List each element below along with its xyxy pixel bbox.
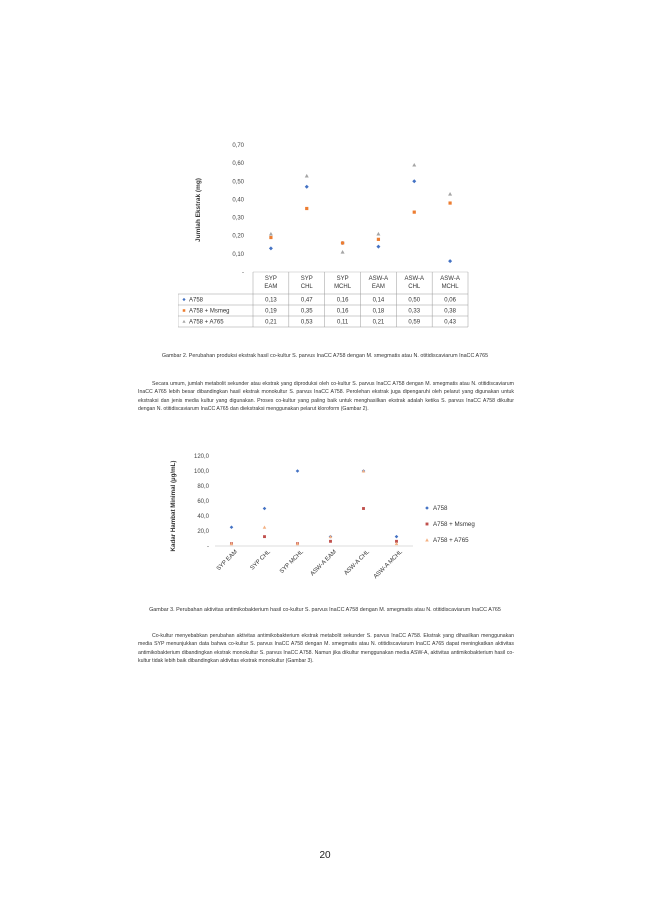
- chart1-table-value: 0,21: [372, 319, 385, 326]
- chart2-legend-label: A758 + A765: [433, 537, 469, 544]
- chart2-legend-marker: [426, 523, 429, 526]
- figure-2-caption: Gambar 2. Perubahan produksi ekstrak hasil co-kultur S. parvus InaCC A758 dengan M. smegmatis atau N. otitidiscaviarum InaCC A765: [161, 353, 489, 359]
- chart1-table-value: 0,06: [444, 297, 456, 304]
- chart1-table-value: 0,19: [265, 308, 277, 315]
- chart1-category-label: EAM: [371, 284, 385, 290]
- chart2-point: [395, 535, 399, 539]
- chart1-y-tick-label: 0,50: [232, 179, 244, 186]
- chart1-point: [341, 241, 344, 244]
- chart2-y-tick-label: 40,0: [197, 514, 209, 520]
- chart1-category-label: MCHL: [441, 284, 459, 290]
- chart1-legend-marker: [183, 309, 186, 312]
- chart1-point: [269, 232, 273, 236]
- paragraph-1: Secara umum, jumlah metabolit sekunder atau ekstrak yang diproduksi oleh co-kultur S. parvus InaCC A758 dengan M. smegmatis atau N. otitidiscaviarum InaCC A765 lebih besar dibandingkan hasil ekstrak monokultur S. parvus InaCC A758. Perolehan ekstrak juga dipengaruhi oleh pelarut yang digunakan untuk ekstraksi dan jenis media kultur yang digunakan. Proses co-kultur yang paling baik untuk menghasilkan ekstrak adalah ketika S. parvus InaCC A758 dikultur dengan N. otitidiscaviarum InaCC A765 dan diekstraksi menggunakan pelarut kloroform (Gambar 2).: [138, 381, 514, 413]
- chart2-point: [329, 540, 332, 543]
- figure-3-caption: Gambar 3. Perubahan aktivitas antimikobakterium hasil co-kultur S. parvus InaCC A758 dengan M. smegmatis atau N. otitidiscaviarum InaCC A765: [149, 607, 501, 613]
- chart2-category-label: SYP EAM: [215, 549, 239, 573]
- chart2-y-tick-label: 100,0: [193, 469, 209, 475]
- chart1-point: [413, 211, 416, 214]
- chart1-y-tick-label: 0,60: [232, 161, 244, 168]
- chart2-category-label: SYP CHL: [249, 549, 272, 572]
- chart2-point: [230, 525, 234, 529]
- chart1-point: [448, 201, 451, 204]
- chart1-category-label: ASW-A: [368, 276, 389, 282]
- chart1-y-tick-label: 0,40: [232, 197, 244, 204]
- chart1-y-tick-label: -: [242, 270, 244, 276]
- chart1-point: [269, 236, 272, 239]
- chart2-point: [296, 469, 300, 473]
- chart1-point: [341, 250, 345, 254]
- chart1-category-label: SYP: [264, 276, 277, 282]
- chart1-table-value: 0,18: [372, 308, 385, 315]
- chart1-table-value: 0,16: [336, 297, 349, 304]
- chart1-legend-marker: [182, 320, 185, 323]
- chart1-point: [305, 174, 309, 178]
- chart1-category-label: CHL: [300, 284, 313, 290]
- chart1-category-label: ASW-A: [440, 276, 460, 282]
- chart1-point: [376, 245, 380, 249]
- chart2-point: [263, 525, 267, 528]
- chart1-table-value: 0,13: [265, 297, 277, 304]
- chart1-point: [412, 163, 416, 167]
- chart1-point: [412, 179, 416, 183]
- chart1-table-value: 0,33: [408, 308, 421, 315]
- chart1-table-value: 0,35: [300, 308, 313, 315]
- chart1-table-value: 0,53: [300, 319, 313, 326]
- page-number: 20: [319, 850, 331, 861]
- chart2-category-label: ASW-A MCHL: [372, 549, 404, 581]
- chart1-table-value: 0,21: [265, 319, 277, 326]
- paragraph-2: Co-kultur menyebabkan perubahan aktivitas antimikobakterium ekstrak metabolit sekunder S. parvus InaCC A758. Ekstrak yang dihasilkan menggunakan media SYP menunjukkan data bahwa co-kultur S. parvus InaCC A758 dengan M. smegmatis atau N. otitidiscaviarum InaCC A765 dapat meningkatkan aktivitas antimikobakterium dibandingkan ekstrak monokultur S. parvus InaCC A758. Namun jika dikultur menggunakan media ASW-A, aktivitas antimikobakterium hasil co-kultur tidak lebih baik dibandingkan aktivitas ekstrak monokultur (Gambar 3).: [138, 633, 514, 665]
- chart1-y-tick-label: 0,70: [232, 143, 244, 149]
- chart2-y-axis-label: Kadar Hambat Minimal (µg/mL): [170, 460, 177, 552]
- chart1-table-value: 0,14: [372, 297, 385, 304]
- chart2-category-label: ASW-A CHL: [343, 549, 371, 577]
- chart1-point: [448, 259, 452, 263]
- chart1-point: [305, 185, 309, 189]
- chart1-category-label: CHL: [408, 284, 421, 290]
- chart1-category-label: SYP: [336, 276, 349, 282]
- chart2-legend-marker: [425, 538, 429, 541]
- chart1-table-value: 0,11: [336, 319, 349, 326]
- chart1-point: [448, 192, 452, 196]
- chart2-legend-label: A758: [433, 505, 448, 512]
- chart1-table-value: 0,38: [444, 308, 456, 315]
- chart2-category-label: SYP MCHL: [279, 549, 305, 576]
- chart1-table-value: 0,16: [336, 308, 349, 315]
- chart2-legend-label: A758 + Msmeg: [433, 521, 475, 528]
- chart1-category-label: EAM: [264, 284, 278, 290]
- chart1-legend-label: A758: [189, 297, 204, 304]
- chart2-category-label: ASW-A EAM: [309, 549, 338, 578]
- chart2-point: [263, 535, 266, 538]
- chart1-table-value: 0,59: [408, 319, 421, 326]
- chart1-point: [305, 207, 308, 210]
- chart1-category-label: SYP: [300, 276, 313, 282]
- figure-3-chart: [165, 448, 495, 588]
- chart2-y-tick-label: 60,0: [197, 499, 209, 505]
- chart2-legend-marker: [425, 506, 429, 510]
- chart1-point: [376, 232, 380, 236]
- chart1-legend-marker: [182, 298, 185, 301]
- figure-2-chart: [178, 140, 478, 340]
- chart2-point: [362, 507, 365, 510]
- chart1-y-tick-label: 0,30: [232, 215, 244, 222]
- chart1-y-tick-label: 0,10: [232, 251, 244, 258]
- chart2-y-tick-label: -: [207, 544, 209, 550]
- chart2-y-tick-label: 20,0: [197, 529, 209, 535]
- chart1-y-tick-label: 0,20: [232, 233, 244, 240]
- chart2-y-tick-label: 120,0: [193, 454, 209, 460]
- chart1-point: [269, 246, 273, 250]
- chart1-legend-label: A758 + Msmeg: [189, 308, 230, 315]
- chart1-category-label: ASW-A: [404, 276, 425, 282]
- chart1-legend-label: A758 + A765: [189, 319, 224, 326]
- chart1-y-axis-label: Jumlah Ekstrak (mg): [195, 178, 202, 242]
- chart1-table-value: 0,50: [408, 297, 421, 304]
- chart1-table-value: 0,43: [444, 319, 456, 326]
- chart2-point: [263, 507, 267, 511]
- chart1-table-value: 0,47: [300, 297, 313, 304]
- chart2-y-tick-label: 80,0: [197, 484, 209, 490]
- chart1-category-label: MCHL: [334, 284, 352, 290]
- chart1-point: [377, 238, 380, 241]
